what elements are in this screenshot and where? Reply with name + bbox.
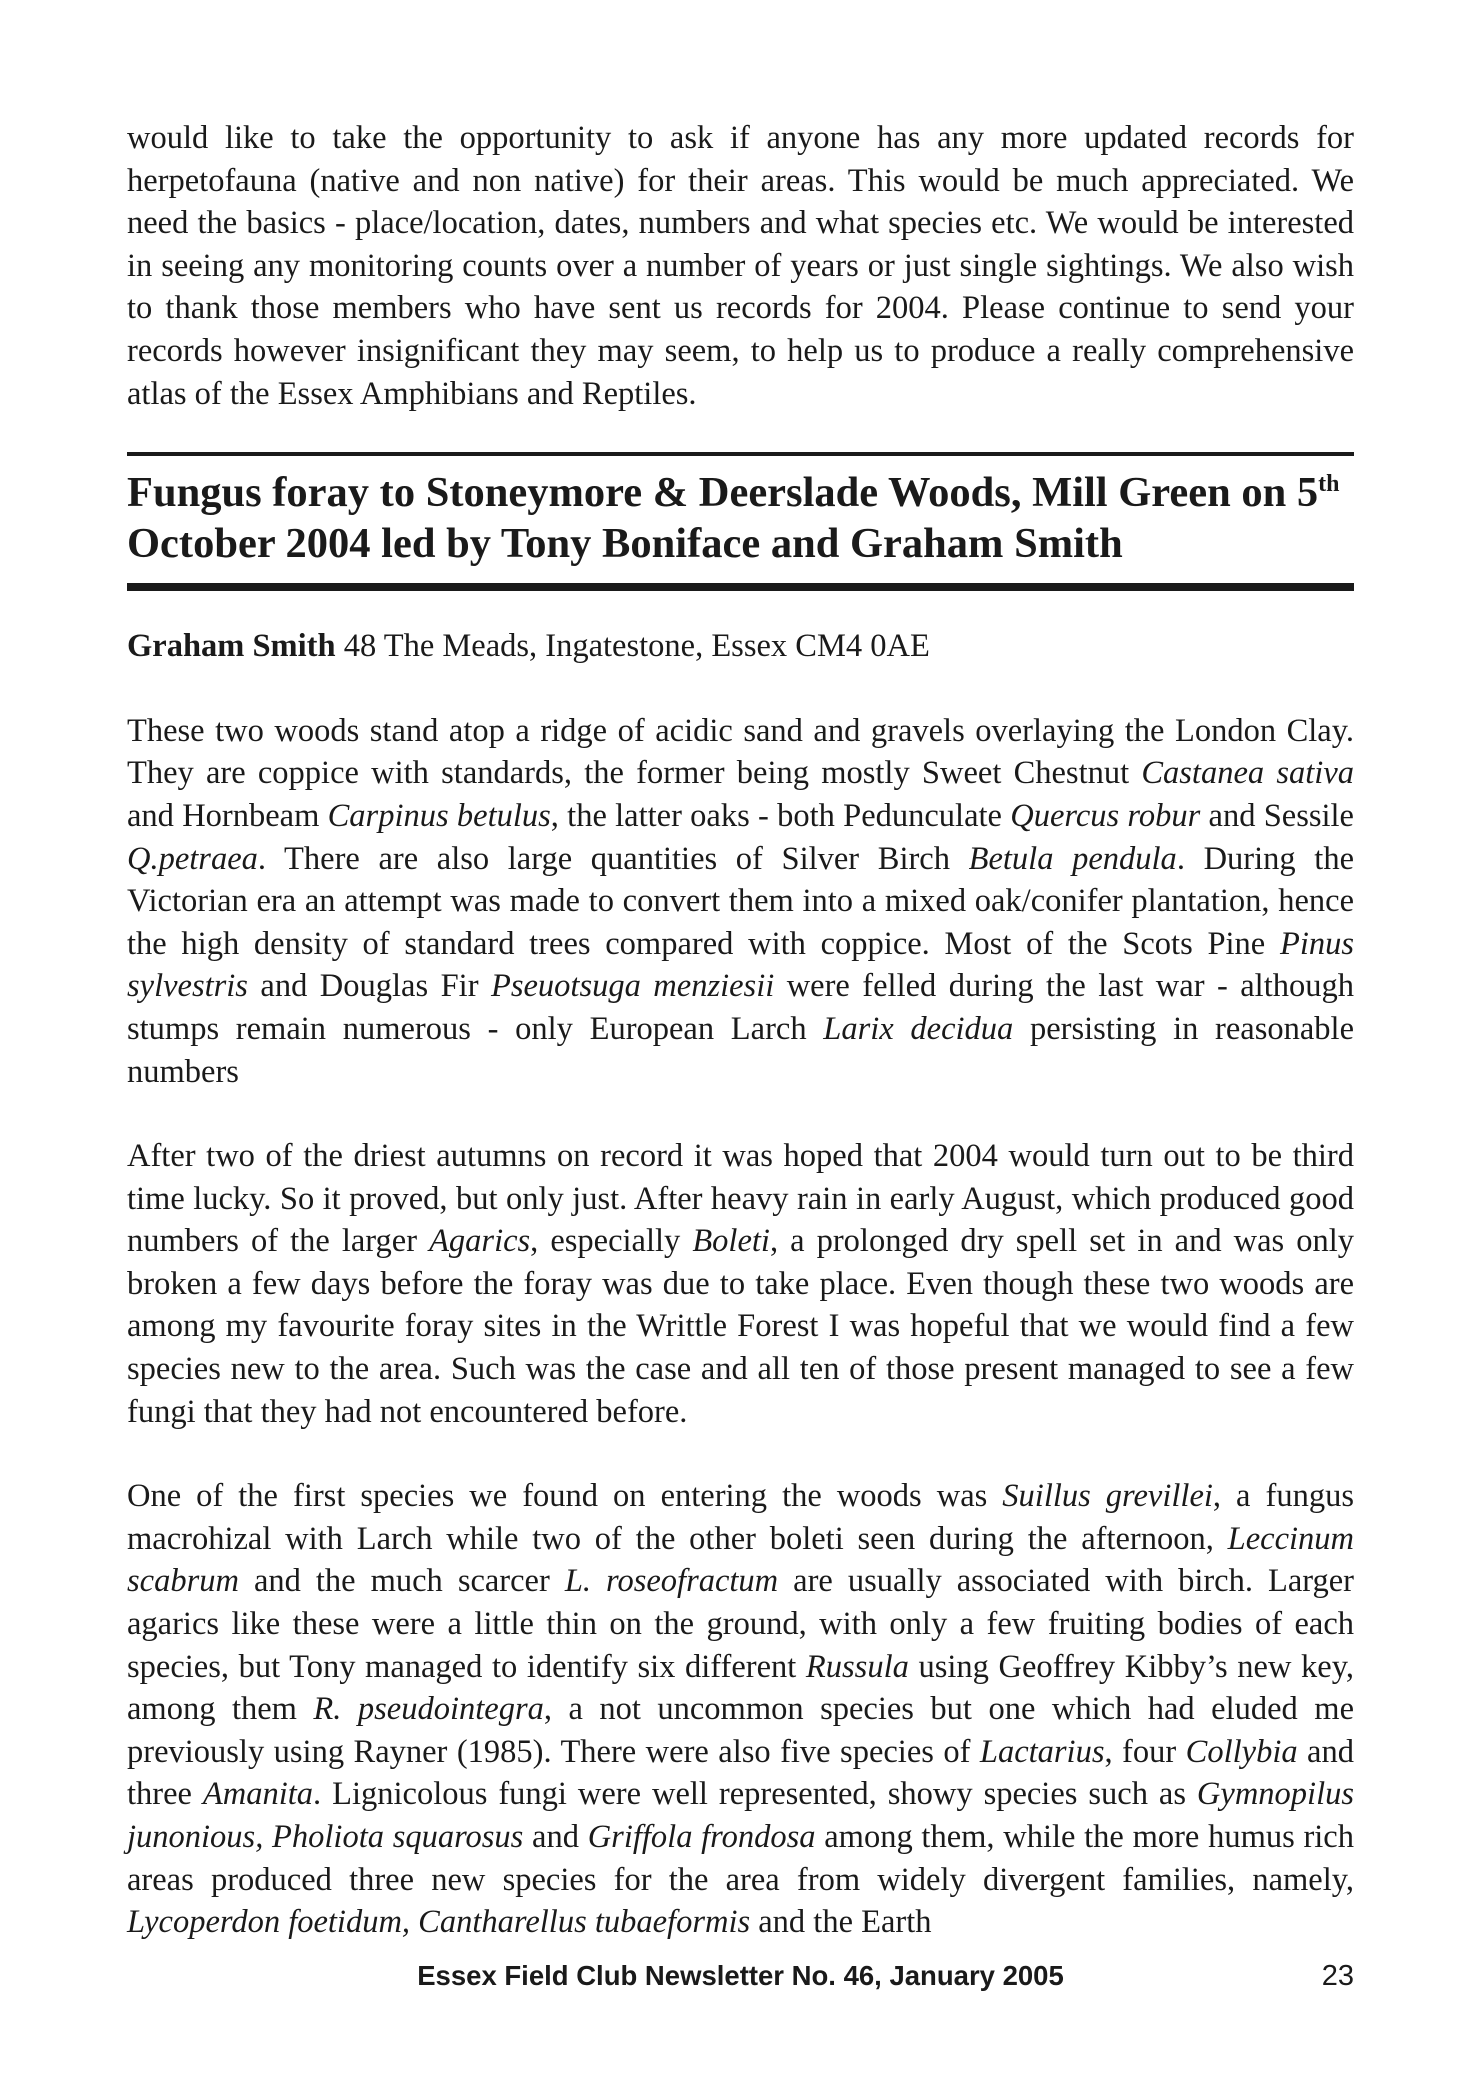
text-run: , especially xyxy=(530,1223,693,1260)
species-name: Castanea sativa xyxy=(1141,755,1354,792)
text-run: and Hornbeam xyxy=(127,797,328,834)
species-name: Suillus grevillei xyxy=(1002,1478,1213,1515)
author-address: 48 The Meads, Ingatestone, Essex CM4 0AE xyxy=(343,628,930,665)
document-page xyxy=(127,117,1354,1944)
text-run: and three xyxy=(127,1733,1354,1813)
species-name: Boleti xyxy=(692,1223,770,1260)
species-name: Leccinum scabrum xyxy=(127,1520,1354,1600)
text-run: . There are also large quantities of Silver Birch xyxy=(257,840,969,877)
species-name: Lycoperdon foetidum, Cantharellus tubaeformis xyxy=(127,1904,751,1941)
text-run: and the much scarcer xyxy=(238,1563,565,1600)
text-run: and the Earth xyxy=(750,1904,932,1941)
text-run: , the latter oaks - both Pedunculate xyxy=(550,797,1011,834)
text-run: persisting in reasonable numbers xyxy=(127,1010,1354,1090)
text-run: , a not uncommon species but one which had eluded me previously using Rayner (1985). There were also five species of xyxy=(127,1691,1354,1770)
text-run: and Sessile xyxy=(1200,797,1354,834)
text-run: are usually associated with birch. Larger agarics like these were a little thin on the ground, with only a few fruiting bodies of each species, but Tony managed to identify six different xyxy=(127,1563,1354,1685)
body-paragraph-3 xyxy=(127,1475,1354,1944)
body-paragraph-1 xyxy=(127,710,1354,1093)
newsletter-citation: Essex Field Club Newsletter No. 46, January 2005 xyxy=(417,1960,1064,1991)
text-run: One of the first species we found on entering the woods was xyxy=(127,1478,1003,1515)
species-name: Quercus robur xyxy=(1010,797,1201,834)
species-name: R. pseudointegra xyxy=(313,1691,544,1728)
page-number: 23 xyxy=(1321,1960,1354,1992)
species-name: Pseuotsuga menziesii xyxy=(490,968,775,1005)
intro-paragraph: would like to take the opportunity to ask if anyone has any more updated records for herpetofauna (native and non native) for their areas. This would be much appreciated. We need the basics - place/location, dates, numbers and what species etc. We would be interested in seeing any monitoring counts over a number of years or just single sightings. We also wish to thank those members who have sent us records for 2004. Please continue to send your records however insignificant they may seem, to help us to produce a really comprehensive atlas of the Essex Amphibians and Reptiles. xyxy=(127,120,1354,412)
species-name: L. roseofractum xyxy=(564,1563,779,1600)
text-run: using Geoffrey Kibby’s new key, among them xyxy=(127,1648,1354,1728)
species-name: Pinus sylvestris xyxy=(127,925,1354,1005)
text-run: among them, while the more humus rich areas produced three new species for the area from widely divergent families, namely, xyxy=(127,1819,1354,1898)
text-run: and Douglas Fir xyxy=(247,968,491,1005)
text-run: These two woods stand atop a ridge of acidic sand and gravels overlaying the London Clay. They are coppice with standards, the former being mostly Sweet Chestnut xyxy=(127,712,1354,792)
species-name: Russula xyxy=(805,1648,909,1685)
text-run: and xyxy=(523,1819,588,1855)
article-title-line1: Fungus foray to Stoneymore & Deerslade Woods, Mill Green on 5 xyxy=(127,469,1319,517)
text-run: were felled during the last war - although stumps remain numerous - only European Larch xyxy=(127,968,1354,1047)
article-title xyxy=(127,456,1354,583)
species-name: Griffola frondosa xyxy=(587,1819,816,1855)
text-run: , a fungus macrohizal with Larch while two of the other boleti seen during the afternoon, xyxy=(127,1478,1354,1557)
page-footer xyxy=(127,1956,1354,1996)
species-name: Amanita xyxy=(202,1776,314,1813)
article-title-line2: October 2004 led by Tony Boniface and Graham Smith xyxy=(127,520,1123,568)
species-name: Carpinus betulus xyxy=(327,797,551,834)
author-byline xyxy=(127,625,1354,668)
species-name: Q.petraea xyxy=(127,840,258,877)
species-name: Collybia xyxy=(1185,1733,1298,1770)
species-name: Agarics xyxy=(429,1223,531,1260)
species-name: Gymnopilus junonious, Pholiota squarosus xyxy=(127,1776,1354,1855)
author-name: Graham Smith xyxy=(127,628,336,665)
body-paragraph-2 xyxy=(127,1135,1354,1433)
text-run: After two of the driest autumns on record it was hoped that 2004 would turn out to be third time lucky. So it proved, but only just. After heavy rain in early August, which produced good numbers of the larger xyxy=(127,1138,1354,1260)
text-run: . During the Victorian era an attempt was made to convert them into a mixed oak/conifer plantation, hence the high density of standard trees compared with coppice. Most of the Scots Pine xyxy=(127,840,1354,962)
text-run: . Lignicolous fungi were well represented, showy species such as xyxy=(313,1776,1197,1813)
species-name: Betula pendula xyxy=(968,840,1177,877)
text-run: , four xyxy=(1104,1733,1186,1770)
text-run: , a prolonged dry spell set in and was only broken a few days before the foray was due to take place. Even though these two woods are among my favourite foray sites in the Writtle Forest I was hopeful that we would find a few species new to the area. Such was the case and all ten of those present managed to see a few fungi that they had not encountered before. xyxy=(127,1223,1354,1430)
title-ordinal-suffix: th xyxy=(1318,471,1340,497)
species-name: Larix decidua xyxy=(823,1010,1014,1047)
species-name: Lactarius xyxy=(979,1733,1105,1770)
title-bottom-rule xyxy=(127,583,1354,591)
